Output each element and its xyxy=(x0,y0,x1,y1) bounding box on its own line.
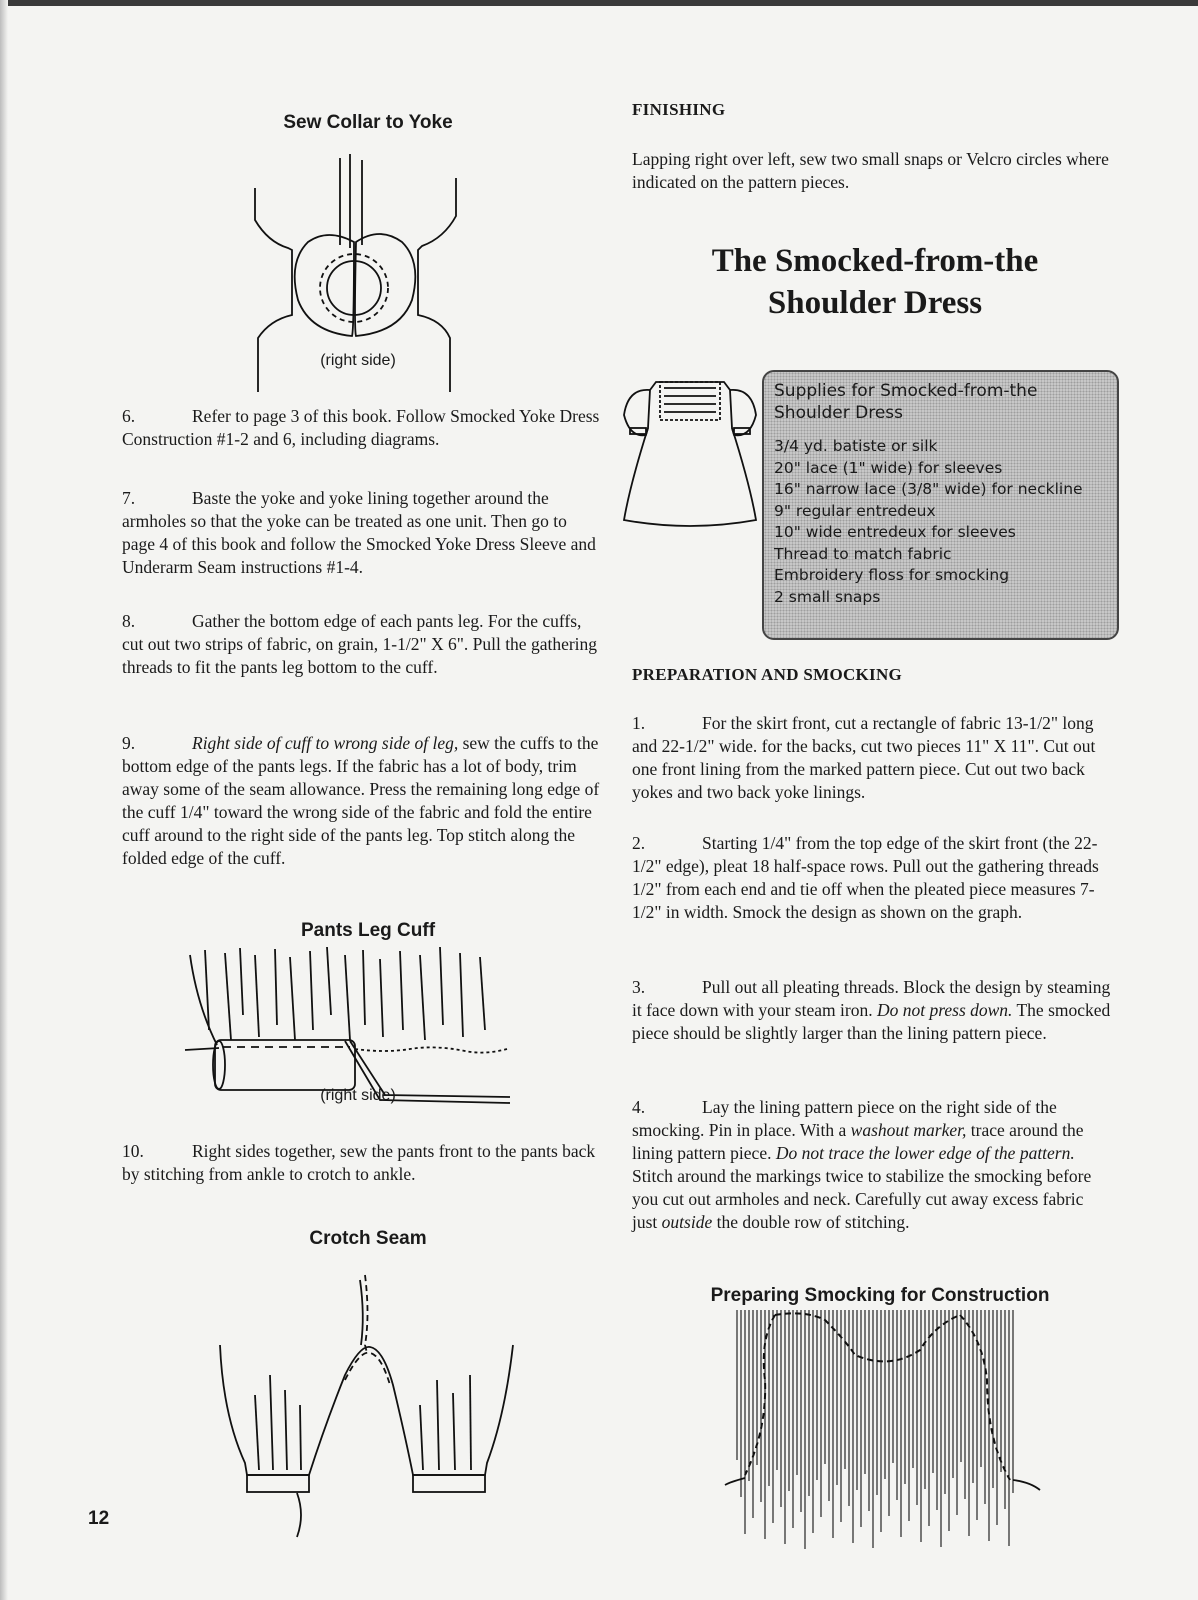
step-emphasis: Do not trace the lower edge of the pattern. xyxy=(775,1143,1075,1163)
scan-edge-top xyxy=(0,0,1198,6)
step-text: Lay the lining pattern piece on the right side of the smocking. Pin in place. With a xyxy=(632,1097,1057,1140)
supplies-item: Embroidery floss for smocking xyxy=(774,566,1010,584)
step-text: Stitch around the markings twice to stabilize the smocking before you cut out armholes and neck. Carefully cut away excess fabric just xyxy=(632,1166,1092,1232)
step-6 xyxy=(122,405,600,451)
step-number: 8. xyxy=(122,611,136,631)
step-text: Gather the bottom edge of each pants leg. For the cuffs, cut out two strips of fabric, on grain, 1-1/2" X 6". Pull the gathering threads to fit the pants leg bottom to the cuff. xyxy=(122,611,598,677)
figure-caption-cuff: (right side) xyxy=(320,1087,396,1104)
prep-heading: PREPARATION AND SMOCKING xyxy=(632,665,903,684)
supplies-item: 10" wide entredeux for sleeves xyxy=(774,523,1016,541)
step-number: 2. xyxy=(632,833,646,853)
step-number: 7. xyxy=(122,488,136,508)
supplies-item: 16" narrow lace (3/8" wide) for neckline xyxy=(774,480,1083,498)
supplies-title: Supplies for Smocked-from-the Shoulder Dress xyxy=(774,381,1038,423)
supplies-item: 2 small snaps xyxy=(774,587,881,606)
step-3 xyxy=(632,976,1112,1045)
step-emphasis: outside xyxy=(661,1212,713,1232)
step-10 xyxy=(122,1140,600,1186)
step-text: For the skirt front, cut a rectangle of fabric 13-1/2" long and 22-1/2" wide. for the backs, cut two pieces 11" X 11". Cut out one front lining from the marked pattern piece. Cut out two back yokes and two back yoke linings. xyxy=(632,713,1096,802)
step-number: 1. xyxy=(632,713,646,733)
article-title-line-1: The Smocked-from-the xyxy=(711,243,1039,279)
supplies-item: Thread to match fabric xyxy=(774,544,952,563)
step-number: 4. xyxy=(632,1097,646,1117)
step-7 xyxy=(122,487,600,579)
step-text: Starting 1/4" from the top edge of the skirt front (the 22-1/2" edge), pleat 18 half-space rows. Pull out the gathering threads 1/2" from each end and tie off when the pleated piece measures 7-1/2" in width. Smock the design as shown on the graph. xyxy=(632,833,1099,922)
pants-cuff-diagram xyxy=(185,945,515,1105)
dress-illustration xyxy=(620,370,760,535)
supplies-item: 3/4 yd. batiste or silk xyxy=(774,437,938,455)
crotch-seam-diagram xyxy=(215,1275,525,1545)
step-9 xyxy=(122,732,600,870)
article-title xyxy=(640,240,1110,324)
step-8 xyxy=(122,610,600,679)
step-number: 10. xyxy=(122,1141,144,1161)
step-text: Pull out all pleating threads. Block the design by steaming it face down with your steam iron. xyxy=(632,977,1111,1020)
step-emphasis: Right side of cuff to wrong side of leg, xyxy=(192,733,459,753)
figure-title-collar: Sew Collar to Yoke xyxy=(283,112,453,133)
figure-caption-collar: (right side) xyxy=(320,352,396,369)
step-2 xyxy=(632,832,1112,924)
supplies-box xyxy=(762,370,1119,640)
article-title-line-2: Shoulder Dress xyxy=(767,285,983,321)
smocking-diagram xyxy=(725,1310,1045,1565)
step-text: Baste the yoke and yoke lining together around the armholes so that the yoke can be treated as one unit. Then go to page 4 of this book and follow the Smocked Yoke Dress Sleeve and Underarm Seam instructions #1-4. xyxy=(122,488,596,577)
step-text: the double row of stitching. xyxy=(712,1212,910,1232)
step-1 xyxy=(632,712,1112,804)
step-text: trace around the lining pattern piece. xyxy=(632,1120,1084,1163)
step-emphasis: washout marker, xyxy=(850,1120,967,1140)
figure-title-cuff: Pants Leg Cuff xyxy=(300,920,436,941)
step-number: 6. xyxy=(122,406,136,426)
step-text: Refer to page 3 of this book. Follow Smocked Yoke Dress Construction #1-2 and 6, including diagrams. xyxy=(122,406,600,449)
step-text: The smocked piece should be slightly larger than the lining pattern piece. xyxy=(632,1000,1111,1043)
step-text: Right sides together, sew the pants front to the pants back by stitching from ankle to crotch to ankle. xyxy=(122,1141,596,1184)
supplies-item: 9" regular entredeux xyxy=(774,501,936,520)
supplies-item: 20" lace (1" wide) for sleeves xyxy=(774,458,1003,477)
step-emphasis: Do not press down. xyxy=(876,1000,1013,1020)
scan-edge-left xyxy=(0,0,8,1600)
step-text: sew the cuffs to the bottom edge of the pants legs. If the fabric has a lot of body, trim away some of the seam allowance. Press the remaining long edge of the cuff 1/4" toward the wrong side of the fabric and fold the entire cuff around to the right side of the pants leg. Top stitch along the folded edge of the cuff. xyxy=(122,733,600,868)
step-number: 3. xyxy=(632,977,646,997)
page-number: 12 xyxy=(88,1508,110,1529)
step-4 xyxy=(632,1096,1112,1234)
step-number: 9. xyxy=(122,733,136,753)
figure-title-crotch: Crotch Seam xyxy=(309,1228,427,1249)
figure-title-smocking: Preparing Smocking for Construction xyxy=(710,1285,1050,1306)
finishing-text: Lapping right over left, sew two small snaps or Velcro circles where indicated on the pattern pieces. xyxy=(632,149,1109,192)
finishing-heading: FINISHING xyxy=(632,100,726,119)
